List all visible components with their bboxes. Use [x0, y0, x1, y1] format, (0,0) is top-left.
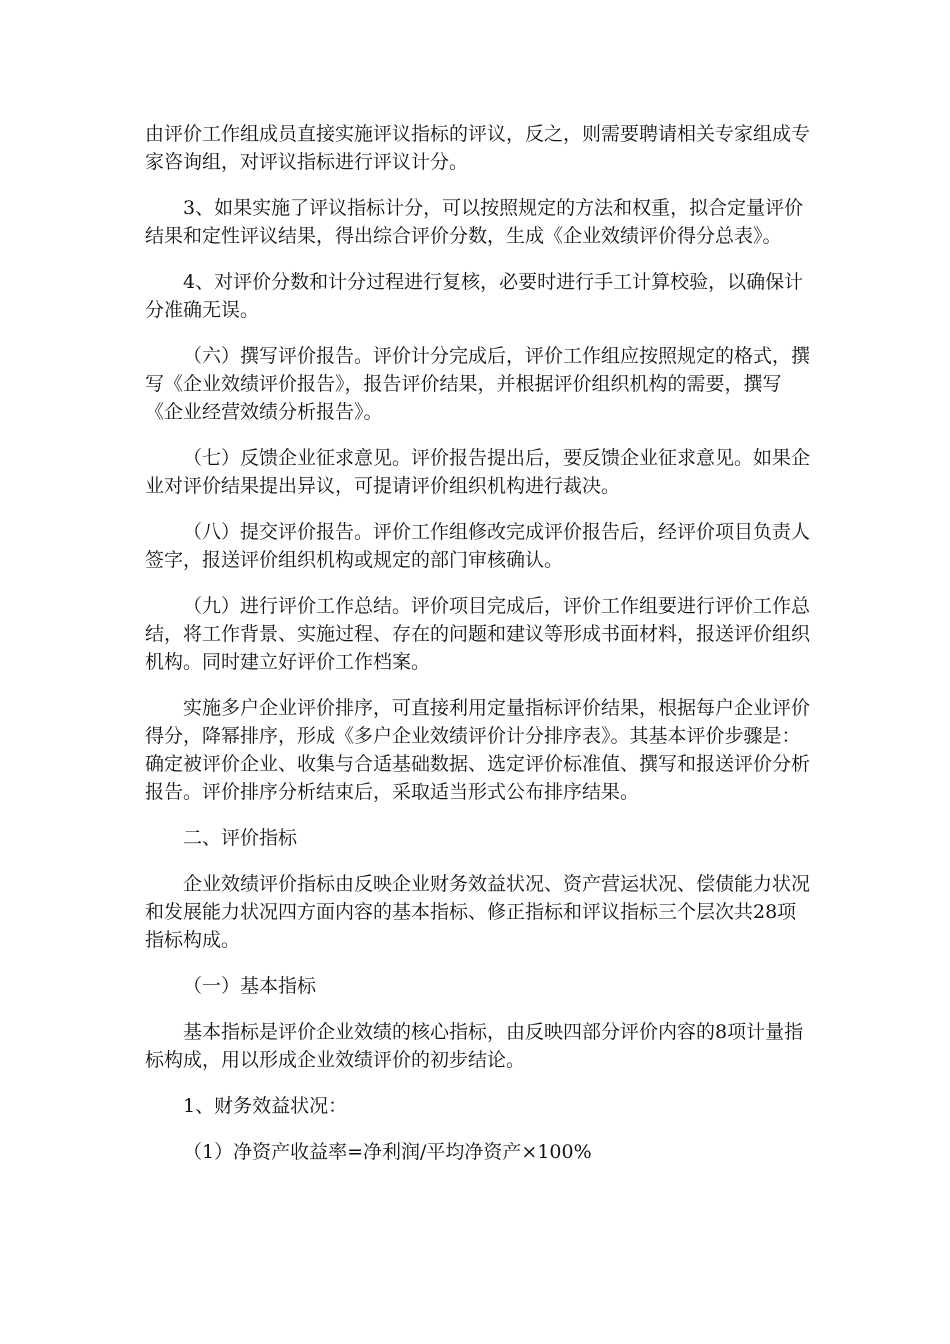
document-body — [145, 120, 815, 1184]
paragraph-4: （六）撰写评价报告。评价计分完成后，评价工作组应按照规定的格式，撰写《企业效绩评价报告》，报告评价结果，并根据评价组织机构的需要，撰写《企业经营效绩分析报告》。 — [145, 345, 811, 423]
paragraph-12: 基本指标是评价企业效绩的核心指标，由反映四部分评价内容的8项计量指标构成，用以形成企业效绩评价的初步结论。 — [145, 1021, 804, 1071]
subsection-heading-basic-indicators: （一）基本指标 — [183, 975, 317, 997]
paragraph-7: （九）进行评价工作总结。评价项目完成后，评价工作组要进行评价工作总结，将工作背景、实施过程、存在的问题和建议等形成书面材料，报送评价组织机构。同时建立好评价工作档案。 — [145, 595, 811, 673]
section-heading-evaluation-indicators: 二、评价指标 — [183, 827, 298, 849]
formula-return-on-equity: （1）净资产收益率=净利润/平均净资产×100% — [183, 1141, 592, 1163]
paragraph-2: 3、如果实施了评议指标计分，可以按照规定的方法和权重，拟合定量评价结果和定性评议结果，得出综合评价分数，生成《企业效绩评价得分总表》。 — [145, 197, 804, 247]
paragraph-8: 实施多户企业评价排序，可直接利用定量指标评价结果，根据每户企业评价得分，降幂排序，形成《多户企业效绩评价计分排序表》。其基本评价步骤是：确定被评价企业、收集与合适基础数据、选定评价标准值、撰写和报送评价分析报告。评价排序分析结束后，采取适当形式公布排序结果。 — [145, 697, 811, 803]
paragraph-5: （七）反馈企业征求意见。评价报告提出后，要反馈企业征求意见。如果企业对评价结果提出异议，可提请评价组织机构进行裁决。 — [145, 447, 811, 497]
paragraph-1: 由评价工作组成员直接实施评议指标的评议，反之，则需要聘请相关专家组成专家咨询组，对评议指标进行评议计分。 — [145, 123, 811, 173]
paragraph-6: （八）提交评价报告。评价工作组修改完成评价报告后，经评价项目负责人签字，报送评价组织机构或规定的部门审核确认。 — [145, 521, 811, 571]
list-heading-financial-status: 1、财务效益状况： — [183, 1095, 348, 1117]
paragraph-3: 4、对评价分数和计分过程进行复核，必要时进行手工计算校验，以确保计分准确无误。 — [145, 271, 804, 321]
paragraph-10: 企业效绩评价指标由反映企业财务效益状况、资产营运状况、偿债能力状况和发展能力状况四方面内容的基本指标、修正指标和评议指标三个层次共28项指标构成。 — [145, 873, 811, 951]
